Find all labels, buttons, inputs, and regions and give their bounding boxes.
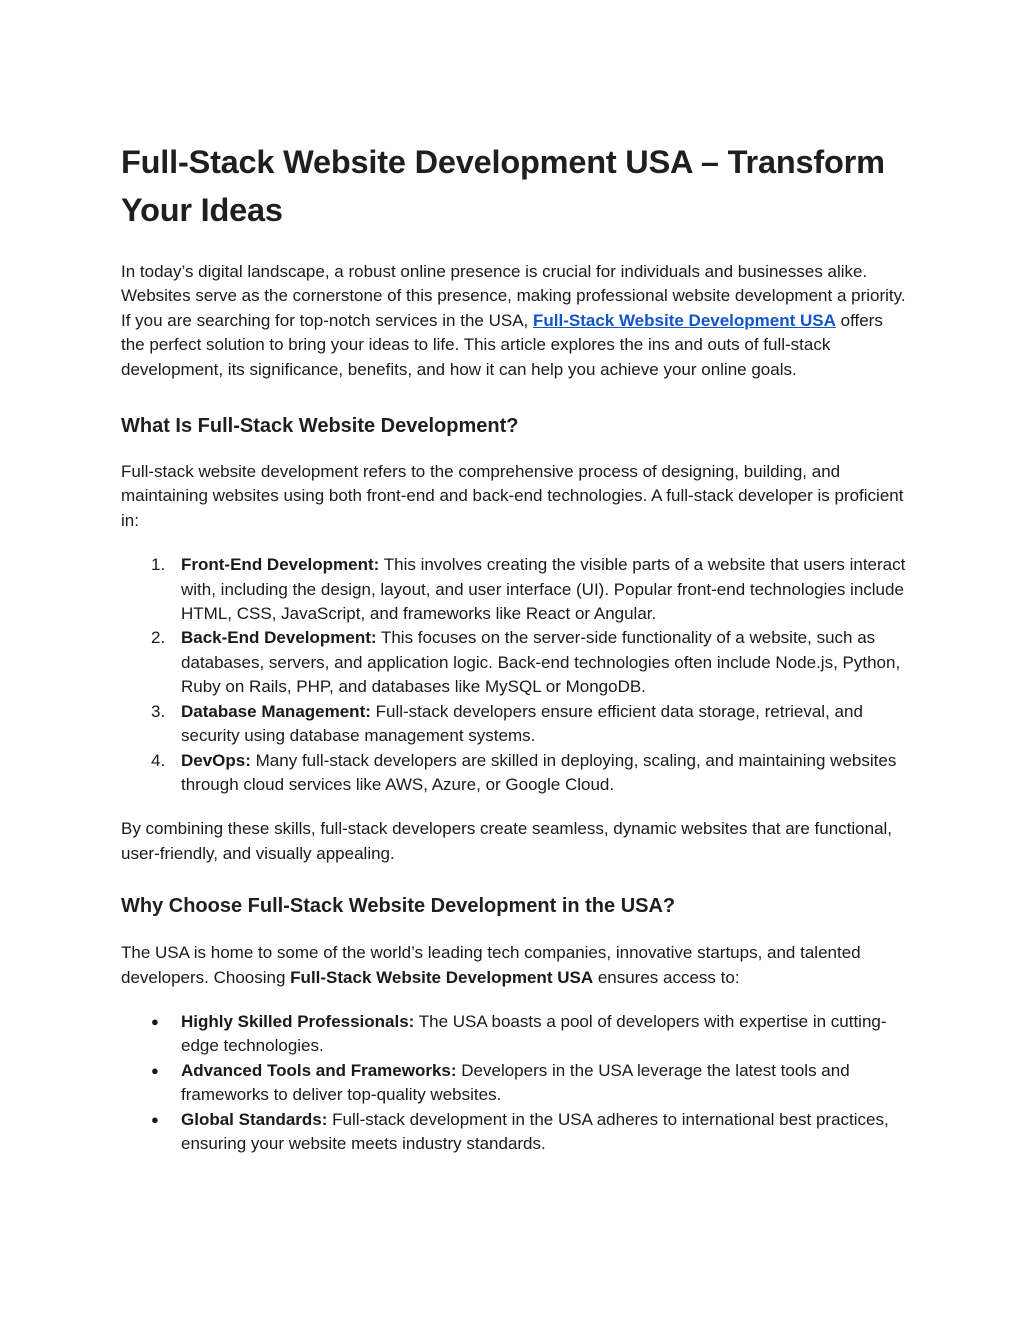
list-item <box>121 1108 911 1157</box>
list-number: 1. <box>151 555 166 575</box>
list-item <box>121 626 911 699</box>
list-item-term: DevOps: <box>181 750 251 770</box>
list-number: 3. <box>151 701 166 721</box>
list-item-text: This involves creating the visible parts of a website that users interact with, including the design, layout, and user interface (UI). Popular front-end technologies include HTML, CSS, JavaScript, and frameworks like React or Angular. <box>181 555 906 624</box>
section2-text-before: The USA is home to some of the world’s leading tech companies, innovative startups, and talented developers. Choosing <box>121 943 861 987</box>
document-page <box>121 138 911 1156</box>
page-title: Full-Stack Website Development USA – Transform Your Ideas <box>121 144 885 228</box>
list-item-text: Developers in the USA leverage the latest tools and frameworks to deliver top-quality websites. <box>181 1060 850 1105</box>
section-heading-why-choose: Why Choose Full-Stack Website Development in the USA? <box>121 895 676 918</box>
list-item <box>121 1059 911 1108</box>
intro-text-before: In today’s digital landscape, a robust online presence is crucial for individuals and businesses alike. Websites serve as the cornerstone of this presence, making professional website development a priority. If you are searching for top-notch services in the USA, <box>121 262 906 330</box>
benefits-list <box>121 1010 911 1156</box>
intro-paragraph <box>121 260 911 382</box>
full-stack-link[interactable]: Full-Stack Website Development USA <box>532 310 836 330</box>
intro-text-after: offers the perfect solution to bring your ideas to life. This article explores the ins and outs of full-stack development, its significance, benefits, and how it can help you achieve your online goals. <box>121 310 883 379</box>
list-item <box>121 749 911 798</box>
skills-list <box>121 553 911 797</box>
list-item-text: Many full-stack developers are skilled in deploying, scaling, and maintaining websites through cloud services like AWS, Azure, or Google Cloud. <box>181 750 897 794</box>
list-item-term: Global Standards: <box>181 1109 328 1129</box>
list-number: 2. <box>151 628 166 648</box>
section2-text-after: ensures access to: <box>593 967 740 987</box>
list-item-text: Full-stack developers ensure efficient data storage, retrieval, and security using database management systems. <box>181 701 863 746</box>
section1-closing-paragraph: By combining these skills, full-stack developers create seamless, dynamic websites that are functional, user-friendly, and visually appealing. <box>121 819 893 863</box>
section-heading-what-is: What Is Full-Stack Website Development? <box>121 415 519 438</box>
list-item <box>121 700 911 749</box>
list-item-term: Database Management: <box>181 701 371 721</box>
bullet-icon: ● <box>151 1062 159 1078</box>
section1-paragraph: Full-stack website development refers to the comprehensive process of designing, building, and maintaining websites using both front-end and back-end technologies. A full-stack developer is proficient in: <box>121 462 904 530</box>
section2-paragraph <box>121 941 911 990</box>
bullet-icon: ● <box>151 1013 159 1029</box>
list-item <box>121 553 911 626</box>
list-item-term: Highly Skilled Professionals: <box>181 1011 415 1031</box>
list-item-text: Full-stack development in the USA adheres to international best practices, ensuring your website meets industry standards. <box>181 1109 889 1153</box>
list-item-text: This focuses on the server-side functionality of a website, such as databases, servers, and application logic. Back-end technologies often include Node.js, Python, Ruby on Rails, PHP, and databases like MySQL or MongoDB. <box>181 628 901 697</box>
list-number: 4. <box>151 750 166 770</box>
list-item-term: Advanced Tools and Frameworks: <box>181 1060 457 1080</box>
list-item-text: The USA boasts a pool of developers with expertise in cutting-edge technologies. <box>181 1011 887 1056</box>
section2-bold-phrase: Full-Stack Website Development USA <box>290 967 594 987</box>
list-item-term: Back-End Development: <box>181 628 377 648</box>
bullet-icon: ● <box>151 1111 159 1127</box>
list-item <box>121 1010 911 1059</box>
list-item-term: Front-End Development: <box>181 555 380 575</box>
